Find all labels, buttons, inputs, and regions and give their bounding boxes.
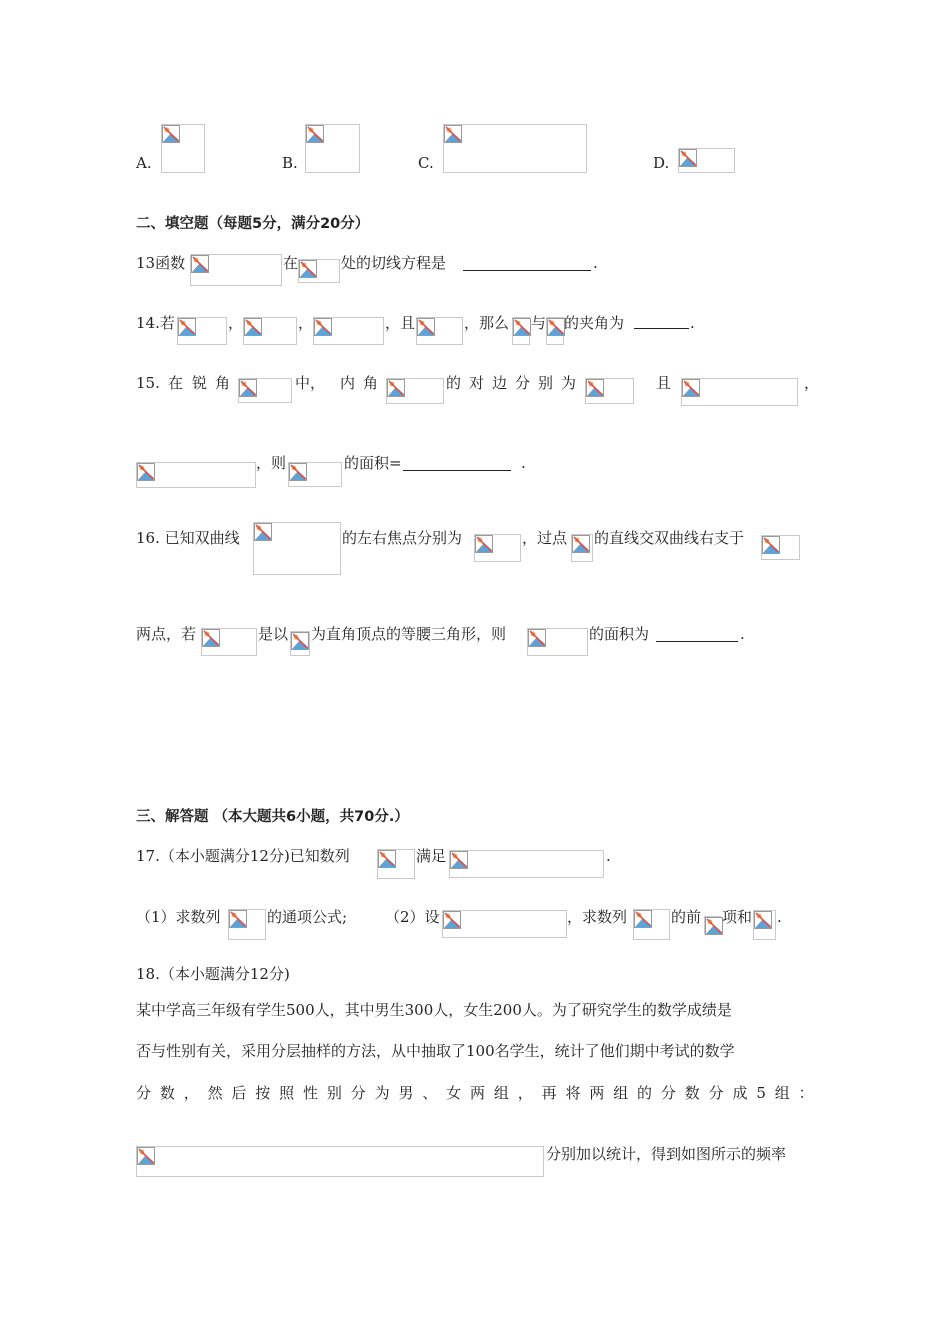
q18-line3-char: 再	[541, 1084, 557, 1102]
q17-part2-mid: ，求数列	[567, 908, 628, 926]
q15-then: ，则	[256, 454, 287, 472]
q17-part2-end: .	[777, 908, 782, 926]
broken-image-icon	[202, 629, 220, 647]
q18-line3-char: 分	[136, 1084, 152, 1102]
broken-image-icon	[387, 379, 405, 397]
broken-image-icon	[244, 318, 262, 336]
q18-line3-char: 组	[493, 1084, 509, 1102]
q15-area: 的面积=	[344, 454, 402, 472]
q15-char: 对	[469, 374, 485, 392]
q15-and: 且	[656, 374, 672, 392]
broken-image-icon	[450, 851, 468, 869]
q15-comma: ，	[804, 374, 820, 392]
q16-text2: ，过点	[522, 529, 568, 547]
q18-line3-char: 为	[374, 1084, 390, 1102]
q17-satisfy: 满足	[416, 847, 447, 865]
q17-end: .	[606, 847, 611, 865]
q14-condition-image	[416, 317, 463, 345]
broken-image-icon	[137, 1147, 155, 1165]
q13-prefix: 13函数	[136, 254, 186, 272]
q14-vec2-image	[546, 317, 564, 345]
q16-answer-blank	[656, 641, 738, 642]
q15-char: 在	[168, 374, 184, 392]
broken-image-icon	[254, 523, 272, 541]
broken-image-icon	[191, 255, 209, 273]
q14-and: ，且	[385, 314, 416, 332]
broken-image-icon	[754, 911, 772, 929]
q17-sequence2-image	[228, 909, 266, 940]
q17-part1-tail: 的通项公式;	[267, 908, 348, 926]
option-b-image	[305, 124, 360, 173]
q14-answer-blank	[634, 328, 689, 329]
q17-part2-tail: 的前	[671, 908, 702, 926]
broken-image-icon	[762, 536, 780, 554]
q17-n-image	[704, 916, 721, 934]
q18-line3-char: 5	[756, 1084, 766, 1102]
q15-angle: 角	[363, 374, 379, 392]
option-c-label: C.	[418, 154, 434, 172]
q16-hyperbola-image	[253, 522, 341, 575]
broken-image-icon	[705, 917, 723, 935]
broken-image-icon	[513, 318, 531, 336]
q16-triangle2-image	[527, 628, 588, 656]
q15-angles-image	[386, 378, 444, 404]
q16-foci-image	[474, 534, 521, 562]
q18-line3-char: 性	[303, 1084, 319, 1102]
q17-sequence-image	[377, 849, 415, 879]
q15-condition-image	[681, 378, 798, 406]
q18-line4: 分别加以统计，得到如图所示的频率	[546, 1145, 787, 1163]
q15-mid: 中，	[295, 374, 326, 392]
q18-line3-char: 分	[660, 1084, 676, 1102]
q18-line3-char: 两	[470, 1084, 486, 1102]
broken-image-icon	[443, 911, 461, 929]
q15-end: .	[521, 454, 526, 472]
q17-definition-image	[442, 910, 567, 938]
broken-image-icon	[291, 632, 309, 650]
broken-image-icon	[162, 125, 180, 143]
q18-line2: 否与性别有关，采用分层抽样的方法，从中抽取了100名学生，统计了他们期中考试的数学	[136, 1042, 735, 1060]
broken-image-icon	[682, 379, 700, 397]
broken-image-icon	[314, 318, 332, 336]
q18-line3-char: 分	[708, 1084, 724, 1102]
option-b-label: B.	[282, 154, 298, 172]
q15-char: 为	[561, 374, 577, 392]
broken-image-icon	[634, 910, 652, 928]
q18-line3-char: 然	[207, 1084, 223, 1102]
q17-sum-image	[753, 910, 776, 940]
q18-line3-char: 组	[774, 1084, 790, 1102]
q14-vec-a-image	[177, 317, 227, 345]
q18-line3-char: ：	[798, 1084, 814, 1102]
q18-line3-char: 的	[637, 1084, 653, 1102]
broken-image-icon	[547, 318, 565, 336]
q18-line3-char: 两	[589, 1084, 605, 1102]
broken-image-icon	[572, 535, 590, 553]
broken-image-icon	[586, 379, 604, 397]
q15-char: 别	[538, 374, 554, 392]
q18-line3-char: 、	[422, 1084, 438, 1102]
q18-heading: 18.（本小题满分12分)	[136, 965, 290, 983]
q18-line3	[136, 1083, 814, 1103]
q13-point-image	[298, 259, 340, 283]
q18-line3-char: 分	[350, 1084, 366, 1102]
q16-triangle-image	[201, 628, 257, 656]
q16-prefix: 16. 已知双曲线	[136, 529, 240, 547]
q16-point-image	[571, 534, 593, 562]
q17-part2: （2）设	[385, 908, 440, 926]
q16-line2-d: 的面积为	[589, 625, 650, 643]
q13-tail: 处的切线方程是	[341, 254, 447, 272]
q18-line3-char: 组	[613, 1084, 629, 1102]
option-d-label: D.	[653, 154, 670, 172]
q16-line2-c: 为直角顶点的等腰三角形，则	[311, 625, 507, 643]
q14-prefix: 14.若	[136, 314, 175, 332]
broken-image-icon	[679, 149, 697, 167]
q16-end: .	[740, 625, 745, 643]
q18-line3-char: 后	[231, 1084, 247, 1102]
q14-tail: 的夹角为	[564, 314, 625, 332]
option-c-image	[443, 124, 587, 173]
broken-image-icon	[289, 463, 307, 481]
q18-line3-char: ，	[517, 1084, 533, 1102]
q16-line2-b: 是以	[258, 625, 289, 643]
q13-end: .	[593, 254, 598, 272]
q17-prefix: 17.（本小题满分12分)已知数列	[136, 847, 350, 865]
q15-char: 15.	[136, 374, 160, 392]
q18-line3-char: 数	[159, 1084, 175, 1102]
q16-text1: 的左右焦点分别为	[342, 529, 463, 547]
section2-heading: 二、填空题（每题5分，满分20分）	[136, 216, 370, 232]
q18-line3-char: 将	[565, 1084, 581, 1102]
broken-image-icon	[378, 850, 396, 868]
q14-vec1-image	[512, 317, 530, 345]
q15-sides-image	[585, 378, 634, 404]
broken-image-icon	[475, 535, 493, 553]
q17-recurrence-image	[449, 850, 604, 878]
q18-line3-char: 男	[398, 1084, 414, 1102]
q16-points-image	[761, 535, 800, 560]
broken-image-icon	[306, 125, 324, 143]
q13-at: 在	[283, 254, 299, 272]
q16-vertex-image	[290, 631, 310, 656]
q15-answer-blank	[403, 470, 511, 471]
q14-comma2: ，	[298, 314, 314, 332]
q16-text3: 的直线交双曲线右支于	[594, 529, 745, 547]
q18-line3-char: 照	[279, 1084, 295, 1102]
q18-line3-char: 成	[732, 1084, 748, 1102]
option-a-label: A.	[136, 154, 152, 172]
q15-triangle2-image	[288, 462, 342, 487]
q18-line3-char: 女	[446, 1084, 462, 1102]
q15-inner: 内	[340, 374, 356, 392]
broken-image-icon	[528, 629, 546, 647]
broken-image-icon	[417, 318, 435, 336]
q18-line3-char: 数	[684, 1084, 700, 1102]
section3-heading: 三、解答题 （本大题共6小题，共70分.）	[136, 809, 409, 825]
q13-answer-blank	[463, 270, 591, 271]
q15-condition2-image	[136, 462, 256, 488]
q18-line1: 某中学高三年级有学生500人，其中男生300人，女生200人。为了研究学生的数学成绩是	[136, 1001, 732, 1019]
broken-image-icon	[299, 260, 317, 278]
q15-char: 锐	[192, 374, 208, 392]
option-d-image	[678, 148, 735, 173]
q14-with: 与	[531, 314, 547, 332]
q14-end: .	[690, 314, 695, 332]
q14-vec-c-image	[313, 317, 384, 345]
q18-line3-char: 别	[326, 1084, 342, 1102]
q14-vec-b-image	[243, 317, 297, 345]
q15-char: 边	[492, 374, 508, 392]
q18-groups-image	[136, 1146, 544, 1177]
q17-part2-terms: 项和	[722, 908, 753, 926]
broken-image-icon	[239, 379, 257, 397]
q18-line3-char: 按	[255, 1084, 271, 1102]
option-a-image	[161, 124, 205, 173]
broken-image-icon	[444, 125, 462, 143]
q14-comma1: ，	[228, 314, 244, 332]
q15-char: 分	[515, 374, 531, 392]
q18-line3-char: ，	[183, 1084, 199, 1102]
q13-function-image	[190, 254, 282, 286]
q15-triangle-image	[238, 378, 292, 403]
q14-then: ，那么	[464, 314, 510, 332]
q15-char: 角	[215, 374, 231, 392]
q17-part1: （1）求数列	[136, 908, 221, 926]
broken-image-icon	[229, 910, 247, 928]
q17-sequence3-image	[633, 909, 670, 940]
q16-line2-a: 两点，若	[136, 625, 197, 643]
q15-char: 的	[446, 374, 462, 392]
broken-image-icon	[178, 318, 196, 336]
broken-image-icon	[137, 463, 155, 481]
